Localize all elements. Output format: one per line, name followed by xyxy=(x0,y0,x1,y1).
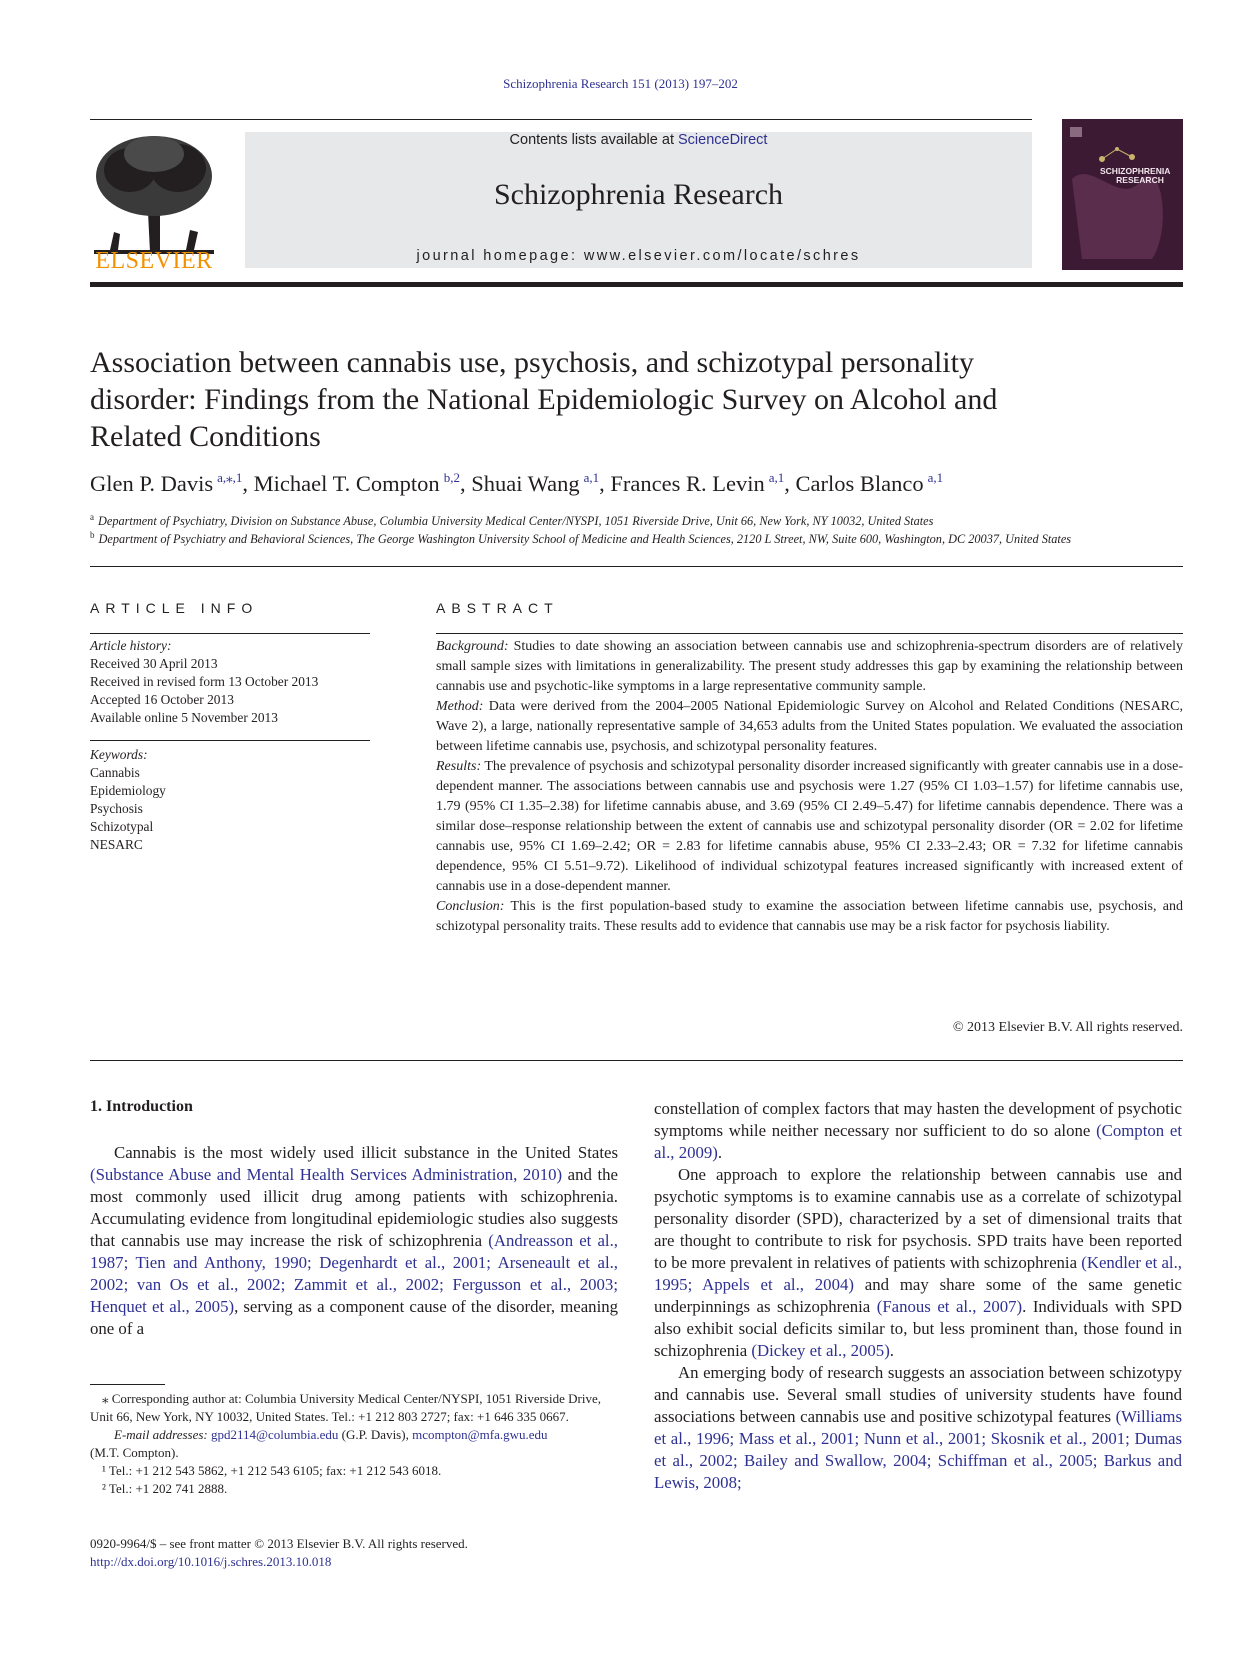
email-link-davis[interactable]: gpd2114@columbia.edu xyxy=(211,1427,339,1442)
journal-title: Schizophrenia Research xyxy=(493,178,784,211)
abstract-rule xyxy=(436,633,1183,634)
author-name: Michael T. Compton xyxy=(253,471,440,496)
intro-paragraph xyxy=(654,1362,1182,1494)
affiliation-a-text: Department of Psychiatry, Division on Substance Abuse, Columbia University Medical Center/NYSPI, 1051 Riverside Drive, Unit 66, New York, NY 10032, United States xyxy=(98,514,934,529)
cover-art xyxy=(1062,119,1183,270)
left-column-body xyxy=(90,1142,618,1340)
results-label: Results: xyxy=(436,759,482,774)
citation-link[interactable]: (Kendler et al., 1995; Appels et al., 2004) xyxy=(654,1253,1182,1294)
email-owner: (G.P. Davis), xyxy=(338,1427,413,1442)
text-span: , serving as a component cause of the disorder, meaning one of a xyxy=(90,1297,619,1338)
affiliation-b xyxy=(90,530,1183,547)
cover-title-line-1: SCHIZOPHRENIA xyxy=(1100,166,1171,176)
keywords-rule xyxy=(90,740,370,741)
intro-paragraph xyxy=(654,1164,1182,1362)
contents-prefix: Contents lists available at xyxy=(509,132,678,148)
divider-after-affiliations xyxy=(90,566,1183,567)
text-span: . xyxy=(889,1341,894,1360)
text-span: . Individuals with SPD also exhibit social deficits similar to, but less prominent than, those found in schizophrenia xyxy=(654,1297,1182,1360)
text-span: and the most commonly used illicit drug among patients with schizophrenia. Accumulating evidence from longitudinal epidemiologic studies also suggests that cannabis use may increase the risk of schizophrenia xyxy=(90,1165,619,1250)
citation-link[interactable]: (Williams et al., 1996; Mass et al., 2001; Nunn et al., 2001; Skosnik et al., 2001; Dumas et al., 2002; Bailey and Swallow, 2004; Schiffman et al., 2005; Barkus and Lewis, 2008; xyxy=(654,1407,1182,1492)
article-info-rule xyxy=(90,633,370,634)
affiliation-a xyxy=(90,512,1183,529)
history-accepted: Accepted 16 October 2013 xyxy=(90,692,234,707)
keywords-label: Keywords: xyxy=(90,747,148,762)
keyword: Epidemiology xyxy=(90,783,166,798)
masthead-rule xyxy=(90,282,1183,287)
keyword: Schizotypal xyxy=(90,819,154,834)
author-affiliation-marker[interactable]: a,1 xyxy=(927,470,944,485)
text-span: and may share some of the same genetic underpinnings as schizophrenia xyxy=(654,1275,1182,1316)
abstract-copyright: © 2013 Elsevier B.V. All rights reserved. xyxy=(952,1020,1183,1035)
article-history xyxy=(90,637,380,727)
intro-paragraph-continued xyxy=(654,1098,1182,1164)
author-affiliation-marker[interactable]: a,1 xyxy=(583,470,600,485)
method-label: Method: xyxy=(436,699,484,714)
history-label: Article history: xyxy=(90,638,172,653)
sciencedirect-link[interactable]: ScienceDirect xyxy=(678,132,768,148)
journal-homepage[interactable]: journal homepage: www.elsevier.com/locate/schres xyxy=(416,248,861,264)
top-rule xyxy=(90,119,1032,120)
article-info-heading: ARTICLE INFO xyxy=(90,600,259,616)
author-separator: , xyxy=(459,471,472,496)
footnote-rule xyxy=(90,1384,165,1385)
abstract-background xyxy=(436,637,1183,697)
elsevier-wordmark: ELSEVIER xyxy=(95,248,213,274)
author-separator: , xyxy=(599,471,611,496)
right-column-body xyxy=(654,1098,1182,1494)
affiliation-b-mark: b xyxy=(90,530,95,540)
abstract-results xyxy=(436,757,1183,897)
author-name: Glen P. Davis xyxy=(90,471,214,496)
text-span: . xyxy=(717,1143,723,1162)
conclusion-text: This is the first population-based study to examine the association between lifetime cannabis use, psychosis, and schizotypal personality traits. These results add to evidence that cannabis use may be a risk factor for psychosis liability. xyxy=(436,899,1183,934)
text-span: Cannabis is the most widely used illicit substance in the United States xyxy=(114,1143,618,1162)
history-online: Available online 5 November 2013 xyxy=(90,710,278,725)
history-received: Received 30 April 2013 xyxy=(90,656,218,671)
doi-link[interactable]: http://dx.doi.org/10.1016/j.schres.2013.10.018 xyxy=(90,1554,332,1569)
author-separator: , xyxy=(242,471,254,496)
author-name: Carlos Blanco xyxy=(795,471,924,496)
issn-line: 0920-9964/$ – see front matter © 2013 Elsevier B.V. All rights reserved. xyxy=(90,1536,468,1551)
text-span: constellation of complex factors that may hasten the development of psychotic symptoms while neither necessary nor sufficient to do so alone xyxy=(654,1099,1182,1140)
footnote-1: ¹ Tel.: +1 212 543 5862, +1 212 543 6105; fax: +1 212 543 6018. xyxy=(102,1463,442,1478)
keyword: NESARC xyxy=(90,837,143,852)
citation-link[interactable]: (Andreasson et al., 1987; Tien and Anthony, 1990; Degenhardt et al., 2001; Arseneault et al., 2002; van Os et al., 2002; Zammit et al., 2002; Fergusson et al., 2003; Henquet et al., 2005) xyxy=(90,1231,618,1316)
abstract-conclusion xyxy=(436,897,1183,937)
abstract-body xyxy=(436,637,1183,937)
author-affiliation-marker[interactable]: b,2 xyxy=(443,470,460,485)
keyword: Cannabis xyxy=(90,765,140,780)
cover-title-line-2: RESEARCH xyxy=(1116,175,1164,185)
author-affiliation-marker[interactable]: a,⁎,1 xyxy=(217,470,243,485)
affiliation-b-text: Department of Psychiatry and Behavioral Sciences, The George Washington University School of Medicine and Health Sciences, 2120 L Street, NW, Suite 600, Washington, DC 20037, United States xyxy=(98,532,1072,547)
cover-title xyxy=(1100,167,1180,185)
running-head[interactable]: Schizophrenia Research 151 (2013) 197–202 xyxy=(503,76,738,91)
front-matter xyxy=(90,1535,650,1571)
intro-paragraph xyxy=(90,1142,618,1340)
results-text: The prevalence of psychosis and schizotypal personality disorder increased significantly with greater cannabis use in a dose-dependent manner. The associations between cannabis use and psychosis were 1.27 (95% CI 1.03–1.57) for lifetime cannabis use, 1.79 (95% CI 1.35–2.38) for lifetime cannabis abuse, and 3.69 (95% CI 2.49–5.47) for lifetime cannabis dependence. There was a similar dose–response relationship between the extent of cannabis use and schizotypal personality disorder (OR = 2.02 for lifetime cannabis use, 95% CI 1.69–2.42; OR = 2.83 for lifetime cannabis abuse, 95% CI 2.33–2.43; OR = 7.32 for lifetime cannabis dependence, 95% CI 5.51–9.72). Likelihood of individual schizotypal features increased significantly with increased extent of cannabis use in a dose-dependent manner. xyxy=(436,759,1183,894)
journal-cover-thumbnail xyxy=(1062,119,1183,270)
method-text: Data were derived from the 2004–2005 National Epidemiologic Survey on Alcohol and Related Conditions (NESARC, Wave 2), a large, nationally representative sample of 34,653 adults from the United States population. We evaluated the association between lifetime cannabis use, psychosis, and schizotypal personality features. xyxy=(436,699,1183,754)
author-name: Shuai Wang xyxy=(471,471,580,496)
citation-link[interactable]: (Compton et al., 2009) xyxy=(654,1121,1182,1162)
conclusion-label: Conclusion: xyxy=(436,899,505,914)
email-link-compton[interactable]: mcompton@mfa.gwu.edu xyxy=(412,1427,548,1442)
author-affiliation-marker[interactable]: a,1 xyxy=(768,470,785,485)
divider-after-abstract xyxy=(90,1060,1183,1061)
citation-link[interactable]: (Fanous et al., 2007) xyxy=(876,1297,1023,1316)
background-text: Studies to date showing an association between cannabis use and schizophrenia-spectrum disorders are of relatively small sample sizes with limitations in generalizability. The present study addresses this gap by examining the relationship between cannabis use and psychotic-like symptoms in a large representative community sample. xyxy=(436,639,1183,694)
footnote-2: ² Tel.: +1 202 741 2888. xyxy=(102,1481,228,1496)
email-addresses xyxy=(90,1426,618,1444)
author-list xyxy=(90,470,1183,497)
text-span: One approach to explore the relationship between cannabis use and psychotic symptoms is to examine cannabis use as a correlate of schizotypal personality disorder (SPD), characterized by a set of dimensional traits that are thought to contribute to risk for psychosis. SPD traits have been reported to be more prevalent in relatives of patients with schizophrenia xyxy=(654,1165,1182,1272)
footnotes xyxy=(90,1390,618,1498)
history-revised: Received in revised form 13 October 2013 xyxy=(90,674,319,689)
abstract-heading: ABSTRACT xyxy=(436,600,559,616)
keywords xyxy=(90,746,380,854)
article-title: Association between cannabis use, psychosis, and schizotypal personality disorder: Findings from the National Epidemiologic Survey on Alcohol and Related Conditions xyxy=(90,346,998,453)
contents-line xyxy=(245,132,1032,148)
citation-link[interactable]: (Dickey et al., 2005) xyxy=(751,1341,890,1360)
text-span: An emerging body of research suggests an association between schizotypy and cannabis use. Several small studies of university students have found associations between cannabis use and positive schizotypal features xyxy=(654,1363,1182,1426)
affiliation-a-mark: a xyxy=(90,512,94,522)
keyword: Psychosis xyxy=(90,801,143,816)
abstract-method xyxy=(436,697,1183,757)
author-separator: , xyxy=(784,471,796,496)
section-heading-introduction: 1. Introduction xyxy=(90,1098,193,1115)
author-name: Frances R. Levin xyxy=(610,471,765,496)
background-label: Background: xyxy=(436,639,509,654)
email-label: E-mail addresses: xyxy=(114,1427,208,1442)
email-owner-compton: (M.T. Compton). xyxy=(90,1445,179,1460)
citation-link[interactable]: (Substance Abuse and Mental Health Services Administration, 2010) xyxy=(90,1165,563,1184)
corresponding-author-note: ⁎ Corresponding author at: Columbia University Medical Center/NYSPI, 1051 Riverside Drive, Unit 66, New York, NY 10032, United States. Tel.: +1 212 803 2727; fax: +1 646 335 0667. xyxy=(90,1391,601,1424)
